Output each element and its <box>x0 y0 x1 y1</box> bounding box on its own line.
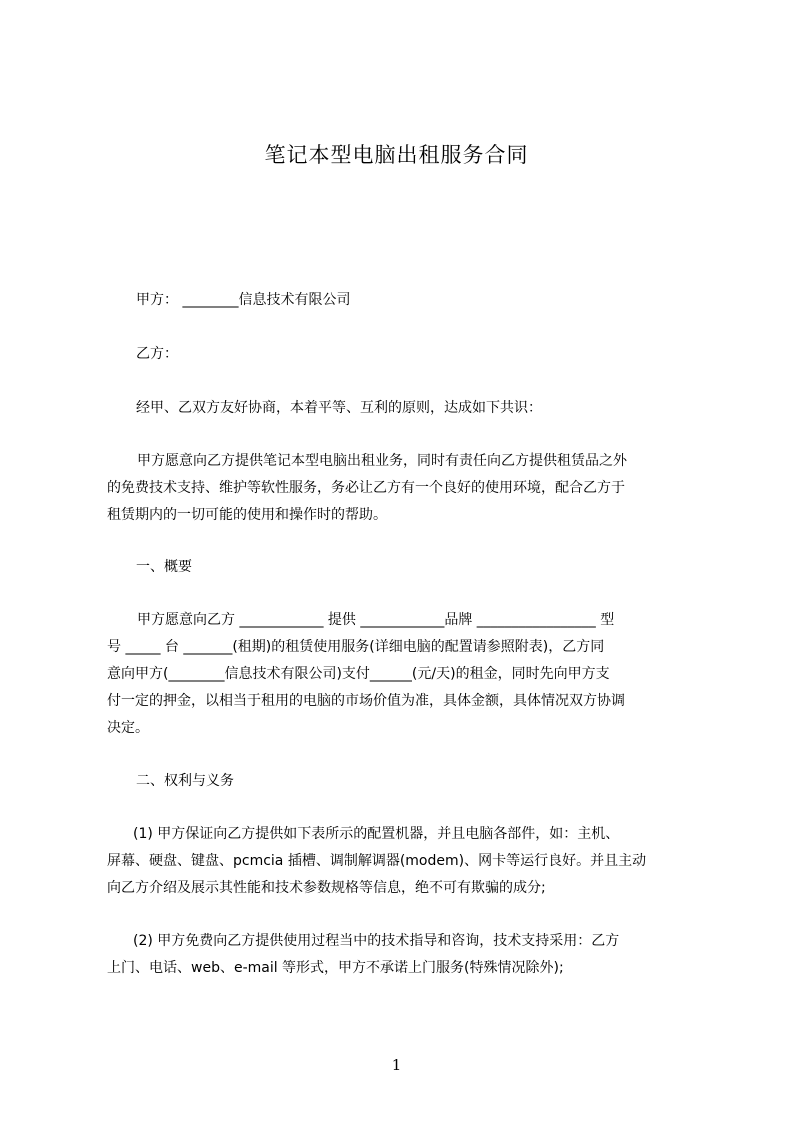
preamble-line: 租赁期内的一切可能的使用和操作时的帮助。 <box>107 507 387 523</box>
section-1-paragraph <box>107 607 699 742</box>
clause-2-line: 上门、电话、web、e-mail 等形式，甲方不承诺上门服务(特殊情况除外); <box>107 960 564 976</box>
clause-2-paragraph <box>107 928 699 982</box>
section-1-line: 甲方愿意向乙方 ____________ 提供 ____________品牌 _________________ 型 <box>137 612 615 628</box>
contract-title: 笔记本型电脑出租服务合同 <box>264 143 529 167</box>
clause-2-line: (2) 甲方免费向乙方提供使用过程当中的技术指导和咨询，技术支持采用：乙方 <box>133 933 620 949</box>
party-a-line: 甲方： ________信息技术有限公司 <box>136 292 351 308</box>
preamble-paragraph <box>107 448 699 529</box>
preamble-line: 的免费技术支持、维护等软性服务，务必让乙方有一个良好的使用环境，配合乙方于 <box>107 480 625 496</box>
preamble-line: 甲方愿意向乙方提供笔记本型电脑出租业务，同时有责任向乙方提供租赁品之外 <box>137 453 627 469</box>
clause-1-line: 向乙方介绍及展示其性能和技术参数规格等信息，绝不可有欺骗的成分; <box>107 880 546 896</box>
section-1-line: 付一定的押金，以相当于租用的电脑的市场价值为准，具体金额，具体情况双方协调 <box>107 693 625 709</box>
section-1-line: 号 _____ 台 _______(租期)的租赁使用服务(详细电脑的配置请参照附表)，乙方同 <box>107 639 605 655</box>
page-number: 1 <box>391 1056 402 1074</box>
intro-line: 经甲、乙双方友好协商，本着平等、互利的原则，达成如下共识： <box>136 400 542 416</box>
section-1-heading: 一、概要 <box>136 559 192 575</box>
section-2-heading: 二、权利与义务 <box>136 773 234 789</box>
party-b-line: 乙方： <box>136 346 178 362</box>
section-1-line: 决定。 <box>107 720 149 736</box>
clause-1-line: (1) 甲方保证向乙方提供如下表所示的配置机器，并且电脑各部件，如：主机、 <box>133 826 620 842</box>
clause-1-paragraph <box>107 821 699 902</box>
clause-1-line: 屏幕、硬盘、键盘、pcmcia 插槽、调制解调器(modem)、网卡等运行良好。并且主动 <box>107 853 647 869</box>
section-1-line: 意向甲方(________信息技术有限公司)支付______(元/天)的租金，同时先向甲方支 <box>107 666 610 682</box>
